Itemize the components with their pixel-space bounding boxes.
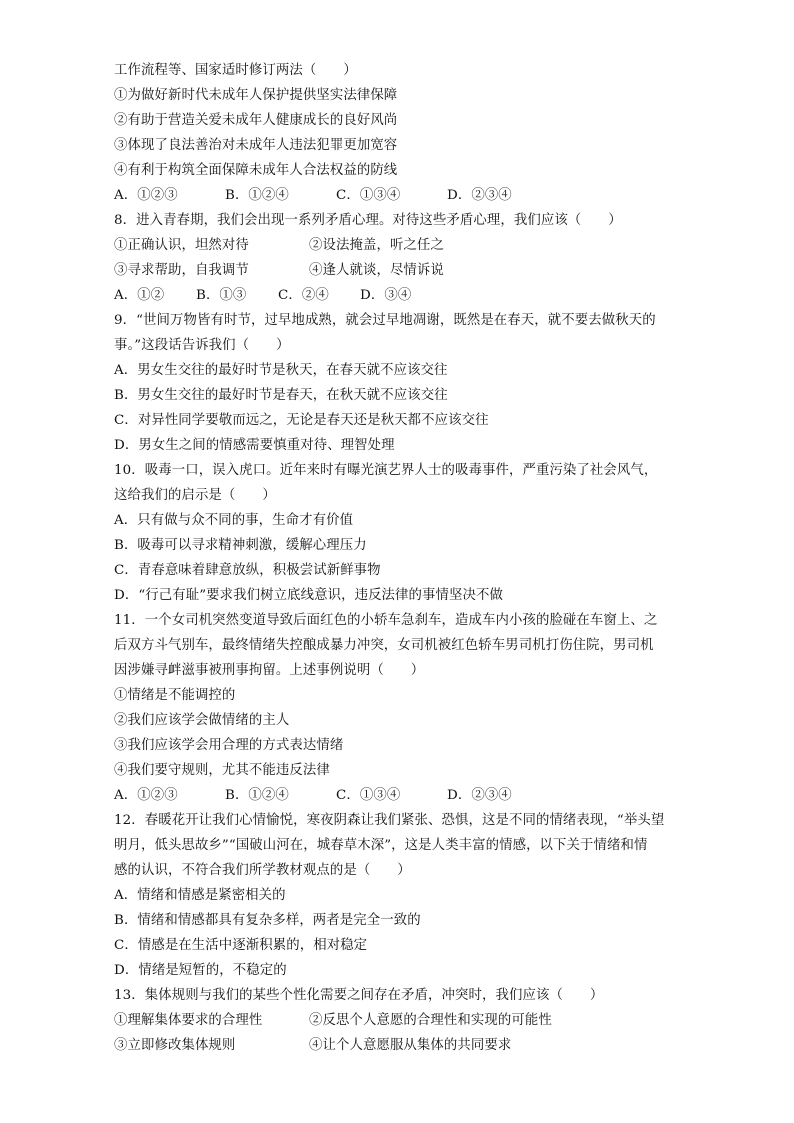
q13-items-row-2 xyxy=(114,1033,684,1058)
q11-stem-line-1: 11．一个女司机突然变道导致后面红色的小轿车急刹车，造成车内小孩的脸碰在车窗上、之 xyxy=(114,613,658,628)
q10-option-b[interactable]: B．吸毒可以寻求精神刺激，缓解心理压力 xyxy=(114,538,367,553)
q13-items-row-1 xyxy=(114,1008,684,1033)
q12-stem-line-1: 12．春暖花开让我们心情愉悦，寒夜阴森让我们紧张、恐惧，这是不同的情绪表现，“举头望 xyxy=(114,813,665,828)
q9-option-c[interactable]: C．对异性同学要敬而远之，无论是春天还是秋天都不应该交往 xyxy=(114,413,489,428)
q9-option-a[interactable]: A．男女生交往的最好时节是秋天，在春天就不应该交往 xyxy=(114,363,448,378)
q7-item-3: ③体现了良法善治对未成年人违法犯罪更加宽容 xyxy=(114,138,398,153)
q10-option-c[interactable]: C．青春意味着肆意放纵，积极尝试新鲜事物 xyxy=(114,563,381,578)
q9-option-d[interactable]: D．男女生之间的情感需要慎重对待、理智处理 xyxy=(114,438,395,453)
q9-option-b[interactable]: B．男女生交往的最好时节是春天，在秋天就不应该交往 xyxy=(114,388,448,403)
q7-item-4: ④有利于构筑全面保障未成年人合法权益的防线 xyxy=(114,163,398,178)
q8-option-c[interactable]: C．②④ xyxy=(278,288,329,303)
q11-item-1: ①情绪是不能调控的 xyxy=(114,688,236,703)
exam-page xyxy=(114,58,684,1058)
q11-item-3: ③我们应该学会用合理的方式表达情绪 xyxy=(114,738,344,753)
q11-option-a[interactable]: A．①②③ xyxy=(114,788,178,803)
q13-item-3: ③立即修改集体规则 xyxy=(114,1038,236,1053)
q7-stem-continuation: 工作流程等、国家适时修订两法（ ） xyxy=(114,63,357,78)
q13-item-1: ①理解集体要求的合理性 xyxy=(114,1013,263,1028)
q10-option-d[interactable]: D．“行己有耻”要求我们树立底线意识，违反法律的事情坚决不做 xyxy=(114,588,503,603)
q8-item-3: ③寻求帮助，自我调节 xyxy=(114,263,249,278)
q10-option-a[interactable]: A．只有做与众不同的事，生命才有价值 xyxy=(114,513,354,528)
q9-stem-line-1: 9．“世间万物皆有时节，过早地成熟，就会过早地凋谢，既然是在春天，就不要去做秋天的 xyxy=(114,313,656,328)
q12-option-c[interactable]: C．情感是在生活中逐渐积累的，相对稳定 xyxy=(114,938,368,953)
q8-item-4: ④逢人就谈，尽情诉说 xyxy=(309,263,444,278)
q12-option-d[interactable]: D．情绪是短暂的，不稳定的 xyxy=(114,963,287,978)
q7-option-d[interactable]: D．②③④ xyxy=(447,188,512,203)
q7-item-1: ①为做好新时代未成年人保护提供坚实法律保障 xyxy=(114,88,398,103)
q12-option-a[interactable]: A．情绪和情感是紧密相关的 xyxy=(114,888,286,903)
q12-option-b[interactable]: B．情绪和情感都具有复杂多样，两者是完全一致的 xyxy=(114,913,421,928)
q7-option-c[interactable]: C．①③④ xyxy=(336,188,401,203)
q7-options xyxy=(114,183,684,208)
q11-item-4: ④我们要守规则，尤其不能违反法律 xyxy=(114,763,330,778)
q8-item-1: ①正确认识，坦然对待 xyxy=(114,238,249,253)
q11-option-d[interactable]: D．②③④ xyxy=(447,788,512,803)
q8-stem: 8．进入青春期，我们会出现一系列矛盾心理。对待这些矛盾心理，我们应该（ ） xyxy=(114,213,622,228)
q13-item-4: ④让个人意愿服从集体的共同要求 xyxy=(309,1038,512,1053)
q8-option-a[interactable]: A．①② xyxy=(114,288,165,303)
q12-stem-line-2: 明月，低头思故乡”“国破山河在，城春草木深”，这是人类丰富的情感，以下关于情绪和情 xyxy=(114,838,648,853)
q9-stem-line-2: 事。”这段话告诉我们（ ） xyxy=(114,338,290,353)
q8-option-d[interactable]: D．③④ xyxy=(360,288,412,303)
q7-option-b[interactable]: B．①②④ xyxy=(225,188,289,203)
q13-item-2: ②反思个人意愿的合理性和实现的可能性 xyxy=(309,1013,552,1028)
q7-item-2: ②有助于营造关爱未成年人健康成长的良好风尚 xyxy=(114,113,398,128)
q8-options xyxy=(114,283,684,308)
q11-options xyxy=(114,783,684,808)
q11-stem-line-3: 因涉嫌寻衅滋事被刑事拘留。上述事例说明（ ） xyxy=(114,663,425,678)
q10-stem-line-1: 10．吸毒一口，误入虎口。近年来时有曝光演艺界人士的吸毒事件，严重污染了社会风气， xyxy=(114,463,658,478)
q11-stem-line-2: 后双方斗气别车，最终情绪失控酿成暴力冲突，女司机被红色轿车男司机打伤住院，男司机 xyxy=(114,638,654,653)
q8-item-2: ②设法掩盖，听之任之 xyxy=(309,238,444,253)
q13-stem: 13．集体规则与我们的某些个性化需要之间存在矛盾，冲突时，我们应该（ ） xyxy=(114,988,604,1003)
q8-items-row-2 xyxy=(114,258,684,283)
q7-option-a[interactable]: A．①②③ xyxy=(114,188,178,203)
q8-items-row-1 xyxy=(114,233,684,258)
q11-item-2: ②我们应该学会做情绪的主人 xyxy=(114,713,290,728)
q8-option-b[interactable]: B．①③ xyxy=(196,288,247,303)
q11-option-b[interactable]: B．①②④ xyxy=(225,788,289,803)
q11-option-c[interactable]: C．①③④ xyxy=(336,788,401,803)
q12-stem-line-3: 感的认识，不符合我们所学教材观点的是（ ） xyxy=(114,863,411,878)
q10-stem-line-2: 这给我们的启示是（ ） xyxy=(114,488,276,503)
